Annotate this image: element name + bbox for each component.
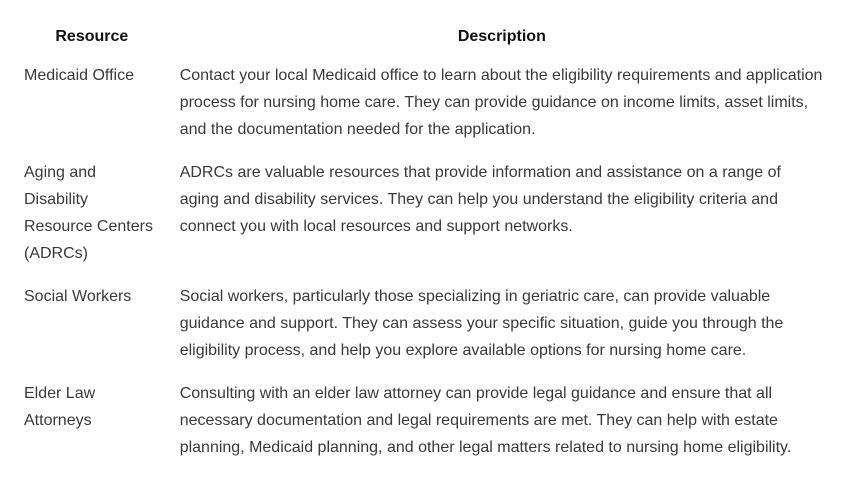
table-header xyxy=(14,18,834,62)
resource-cell: Medicaid Office xyxy=(24,67,134,84)
resource-cell: Social Workers xyxy=(24,288,132,305)
header-resource: Resource xyxy=(55,28,129,45)
resources-table xyxy=(14,18,834,477)
table-body xyxy=(14,62,834,477)
table-row xyxy=(14,283,834,380)
description-cell: Consulting with an elder law attorney can provide legal guidance and ensure that all necessary documentation and legal requirements are met. They can help with estate planning, Medicaid planning, and other legal matters related to nursing home eligibility. xyxy=(179,385,792,456)
header-description: Description xyxy=(457,28,546,45)
description-cell: Contact your local Medicaid office to learn about the eligibility requirements and application process for nursing home care. They can provide guidance on income limits, asset limits, and the documentation needed for the application. xyxy=(179,67,823,138)
description-cell: Social workers, particularly those specializing in geriatric care, can provide valuable guidance and support. They can assess your specific situation, guide you through the eligibility process, and help you explore available options for nursing home care. xyxy=(179,288,784,359)
description-cell: ADRCs are valuable resources that provide information and assistance on a range of aging and disability services. They can help you understand the eligibility criteria and connect you with local resources and support networks. xyxy=(179,164,781,235)
table-row xyxy=(14,62,834,159)
table-row xyxy=(14,159,834,283)
resource-cell: Elder Law Attorneys xyxy=(24,385,96,429)
table-row xyxy=(14,380,834,477)
header-row xyxy=(14,18,834,62)
resource-cell: Aging and Disability Resource Centers (ADRCs) xyxy=(24,164,153,262)
